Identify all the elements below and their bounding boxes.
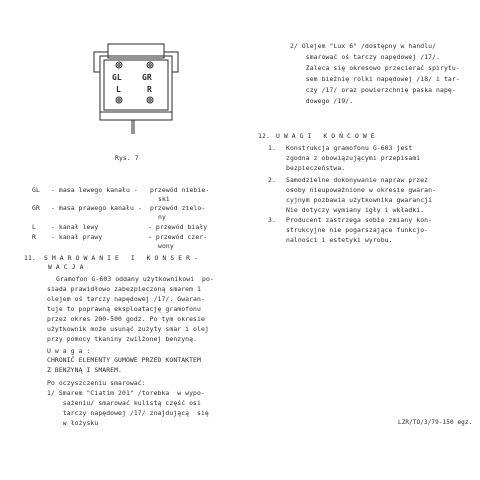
wiring-wire: - przewód czer-	[148, 233, 208, 241]
list-item-line: smarować oś tarczy napędowej /17/.	[290, 53, 441, 61]
section-number: 11.	[24, 254, 36, 262]
list-number: 2.	[268, 176, 276, 184]
list-item-line: Producent zastrzega sobie zmiany kon-	[286, 216, 433, 224]
list-number: 1.	[268, 144, 276, 152]
label-l: L	[116, 85, 121, 94]
wiring-code: L	[32, 223, 36, 231]
note-line: Z BENZYNĄ I SMAREM.	[47, 366, 123, 374]
list-item-line: Samodzielne dokonywanie napraw przez	[286, 176, 429, 184]
label-gr: GR	[142, 73, 152, 82]
paragraph-line: przez okres 200-500 godz. Po tym okresie	[47, 315, 205, 323]
figure-caption: Rys. 7	[115, 154, 139, 162]
paragraph-line: przy pomocy tkaniny zwilżonej benzyną.	[47, 335, 198, 343]
list-item-line: dowego /19/.	[290, 97, 354, 105]
section-heading: W A C J A	[48, 263, 84, 271]
label-r: R	[147, 85, 152, 94]
wiring-code: R	[32, 233, 36, 241]
paragraph-line: Gramofon G-603 oddany użytkownikowi po-	[56, 275, 214, 283]
paragraph-line: użytkownik może usunąć zużyty smar i olej	[47, 325, 209, 333]
wiring-desc: - masa prawego kanału -	[51, 204, 142, 212]
wiring-desc: - kanał lewy	[51, 223, 99, 231]
list-number: 3.	[268, 216, 276, 224]
wiring-wire-cont: ski	[158, 195, 170, 203]
print-stamp: LZR/TO/3/79-150 egz.	[398, 419, 473, 426]
section-heading: S M A R O W A N I E I K O N S E R -	[44, 254, 198, 262]
wiring-wire: przewód niebie-	[150, 186, 210, 194]
list-item-line: czy /17/ oraz powierzchnię paska napę-	[290, 86, 456, 94]
list-item-line: Zaleca się okresowo przecierać spirytu-	[290, 64, 460, 72]
list-item-line: 2/ Olejem "Lux 6" /dostępny w handlu/	[290, 42, 437, 50]
list-item-line: Konstrukcja gramofonu G-603 jest	[286, 144, 413, 152]
list-item-line: osoby nieupoważnione w okresie gwaran-	[286, 186, 437, 194]
wiring-code: GR	[32, 204, 40, 212]
paragraph-line: siada prawidłowo zabezpieczoną smarem 1	[47, 285, 201, 293]
wiring-code: GL	[32, 186, 40, 194]
paragraph-line: olejem oś tarczy napędowej /17/. Gwaran-	[47, 295, 205, 303]
note-label: U w a g a :	[47, 347, 91, 355]
label-gl: GL	[112, 73, 122, 82]
list-item-line: Nie dotyczy wymiany igły i wkładki.	[286, 206, 425, 214]
section-heading: U W A G I K O Ń C O W E	[276, 132, 375, 140]
paragraph-line: tuje to poprawną eksploatację gramofonu	[47, 305, 201, 313]
list-item-line: zgodna z obowiązującymi przepisami	[286, 154, 421, 162]
wiring-wire: przewód zielo-	[150, 204, 206, 212]
list-item-line: bezpieczeństwa.	[286, 164, 346, 172]
wiring-wire-cont: wony	[158, 242, 174, 250]
list-item-line: 1/ Smarem "Ciatim 201" /torebka w wypo-	[47, 389, 205, 397]
paragraph-line: Po oczyszczeniu smarować:	[47, 379, 146, 387]
wiring-desc: - kanał prawy	[51, 233, 103, 241]
wiring-wire-cont: ny	[158, 213, 166, 221]
wiring-wire: - przewód biały	[148, 223, 208, 231]
list-item-line: tarczy napędowej /17/ znajdującą się	[47, 409, 209, 417]
connector-diagram	[86, 38, 186, 138]
list-item-line: cyjnym pozbawia użytkownika gwarancji	[286, 196, 433, 204]
note-line: CHRONIĆ ELEMENTY GUMOWE PRZED KONTAKTEM	[47, 356, 201, 364]
list-item-line: sem bieżnię rolki napędowej /18/ i tar-	[290, 75, 460, 83]
list-item-line: nalności i estetyki wyrobu.	[286, 236, 393, 244]
list-item-line: sażeniu/ smarować kulistą część osi	[47, 399, 201, 407]
section-number: 12.	[258, 132, 270, 140]
wiring-desc: - masa lewego kanału -	[51, 186, 138, 194]
list-item-line: w łożysku	[47, 419, 99, 427]
list-item-line: strukcyjne nie pogarszające funkcjo-	[286, 226, 429, 234]
